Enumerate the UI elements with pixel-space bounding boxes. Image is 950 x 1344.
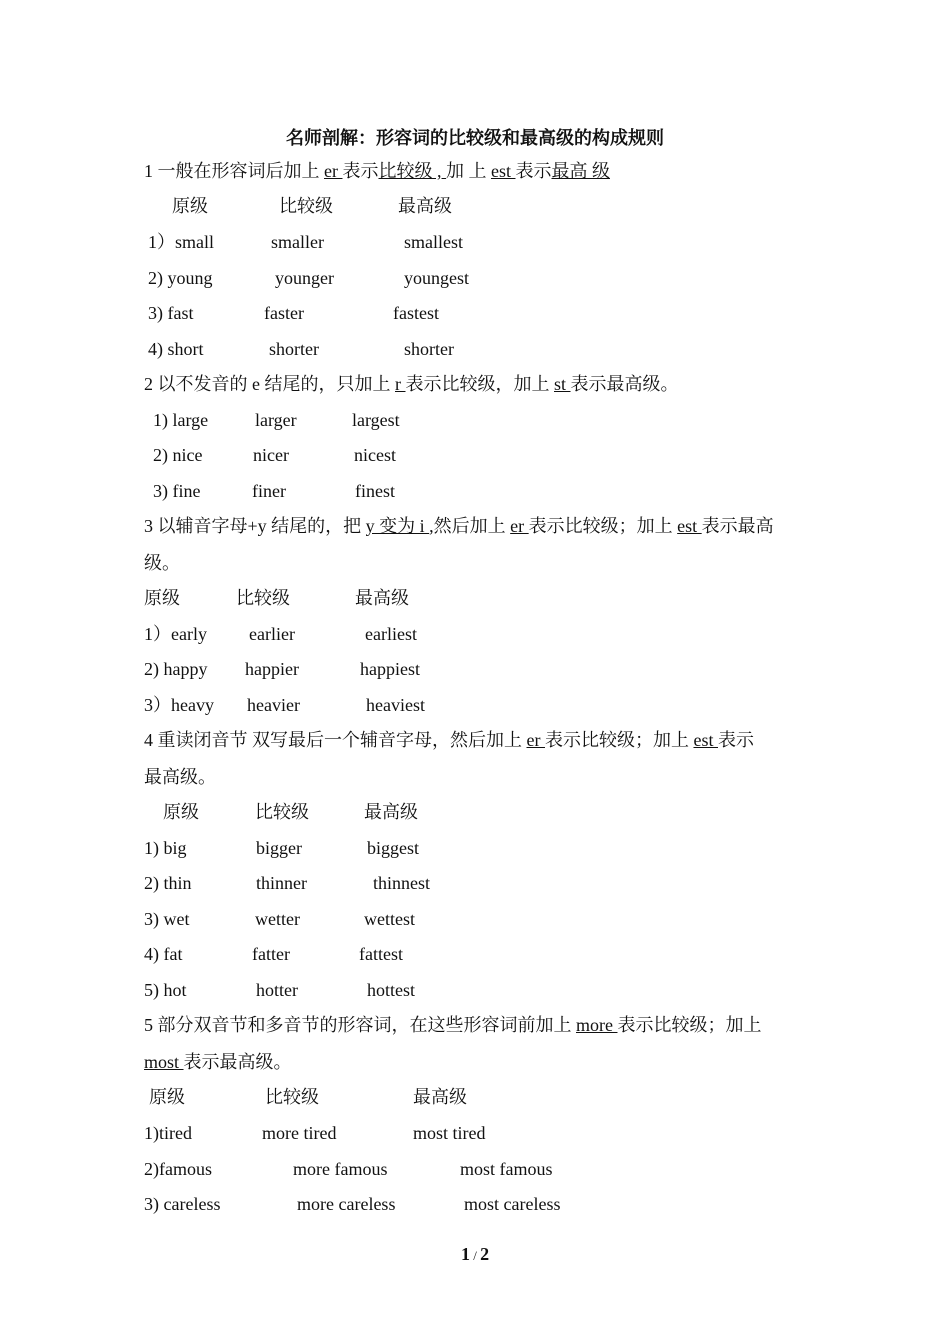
rule-5-continued [144,1051,292,1073]
table-cell: most careless [464,1194,561,1214]
rule-1-term-superlative: 最高 级 [551,161,610,181]
rule-1-text: 表示 [515,161,552,181]
table-cell: thinnest [373,873,430,893]
table-cell: 1）small [148,232,214,252]
rule-4-suffix-er: er [526,730,545,750]
header-positive: 原级 [163,802,199,822]
rule-3-suffix-er: er [510,516,529,536]
table-cell: 4) short [148,339,204,359]
table-cell: wetter [255,909,300,929]
table-cell: smallest [404,232,463,252]
table-cell: faster [264,303,304,323]
rule-2-text: 表示最高级。 [570,374,679,394]
table-cell: 2) nice [153,445,203,465]
rule-3-text: ,然后加上 [429,516,511,536]
rule-2-suffix-r: r [395,374,406,394]
rule-1 [144,160,610,182]
table-cell: larger [255,410,297,430]
header-comparative: 比较级 [255,802,309,822]
rule-3-text: 3 以辅音字母+y 结尾的，把 [144,516,366,536]
table-cell: most tired [413,1123,486,1143]
page-number [0,1244,950,1265]
table-cell: 3) wet [144,909,190,929]
rule-5 [144,1014,761,1036]
table-cell: shorter [404,339,454,359]
rule-2-text: 表示比较级，加上 [405,374,554,394]
table-cell: happier [245,659,299,679]
table-cell: 3) careless [144,1194,221,1214]
header-comparative: 比较级 [279,196,333,216]
table-cell: more famous [293,1159,388,1179]
table-cell: fastest [393,303,439,323]
rule-4-text: 表示 [717,730,754,750]
header-superlative: 最高级 [413,1087,467,1107]
rule-2 [144,373,679,395]
rule-1-suffix-er: er [324,161,343,181]
header-positive: 原级 [144,588,180,608]
table-cell: shorter [269,339,319,359]
table-cell: hottest [367,980,415,1000]
table-cell: 1）early [144,624,207,644]
rule-3-text: 表示最高 [701,516,774,536]
rule-3-text: 表示比较级；加上 [528,516,678,536]
table-cell: more tired [262,1123,337,1143]
rule-1-text: 1 一般在形容词后加上 [144,161,324,181]
rule-3-y-to-i: y 变为 i [365,516,430,536]
table-cell: younger [275,268,334,288]
table-cell: 2) young [148,268,213,288]
rule-1-text: 加 上 [445,161,491,181]
rule-5-word-most: most [144,1052,184,1072]
header-superlative: 最高级 [355,588,409,608]
total-pages: 2 [480,1244,490,1264]
table-cell: 2)famous [144,1159,212,1179]
rule-4-text: 4 重读闭音节 双写最后一个辅音字母，然后加上 [144,730,527,750]
header-comparative: 比较级 [265,1087,319,1107]
table-cell: largest [352,410,400,430]
table-cell: 1) large [153,410,209,430]
table-cell: heavier [247,695,300,715]
rule-3-continued: 级。 [144,553,180,573]
current-page: 1 [460,1244,470,1264]
table-cell: 1) big [144,838,187,858]
rule-4-continued: 最高级。 [144,767,216,787]
table-cell: youngest [404,268,469,288]
table-cell: 3) fast [148,303,194,323]
table-cell: fatter [252,944,290,964]
table-cell: fattest [359,944,403,964]
rule-1-suffix-est: est [490,161,516,181]
rule-2-text: 2 以不发音的 e 结尾的，只加上 [144,374,395,394]
header-superlative: 最高级 [398,196,452,216]
rule-1-term-comparative: 比较级 , [378,161,446,181]
header-superlative: 最高级 [364,802,418,822]
rule-5-word-more: more [576,1015,618,1035]
rule-5-text: 表示最高级。 [183,1052,292,1072]
rule-2-suffix-st: st [554,374,571,394]
table-cell: smaller [271,232,324,252]
table-cell: finer [252,481,286,501]
rule-1-text: 表示 [342,161,379,181]
table-cell: earlier [249,624,295,644]
table-cell: wettest [364,909,415,929]
table-cell: bigger [256,838,302,858]
table-cell: most famous [460,1159,553,1179]
rule-4 [144,729,754,751]
header-positive: 原级 [149,1087,185,1107]
page-separator: / [469,1248,481,1263]
table-cell: heaviest [366,695,425,715]
header-positive: 原级 [172,196,208,216]
table-cell: 2) thin [144,873,192,893]
rule-4-suffix-est: est [693,730,718,750]
table-cell: 3）heavy [144,695,214,715]
table-cell: happiest [360,659,420,679]
table-cell: hotter [256,980,298,1000]
table-cell: 3) fine [153,481,201,501]
table-cell: biggest [367,838,419,858]
table-cell: 4) fat [144,944,183,964]
rule-5-text: 5 部分双音节和多音节的形容词，在这些形容词前加上 [144,1015,576,1035]
table-cell: nicer [253,445,289,465]
table-cell: more careless [297,1194,396,1214]
header-comparative: 比较级 [236,588,290,608]
table-cell: 5) hot [144,980,187,1000]
rule-3 [144,515,774,537]
table-cell: thinner [256,873,307,893]
rule-3-suffix-est: est [677,516,702,536]
table-cell: finest [355,481,395,501]
rule-4-text: 表示比较级；加上 [544,730,694,750]
page-title: 名师剖解：形容词的比较级和最高级的构成规则 [286,128,664,148]
rule-5-text: 表示比较级；加上 [617,1015,762,1035]
table-cell: nicest [354,445,396,465]
table-cell: earliest [365,624,417,644]
table-cell: 2) happy [144,659,208,679]
table-cell: 1)tired [144,1123,192,1143]
